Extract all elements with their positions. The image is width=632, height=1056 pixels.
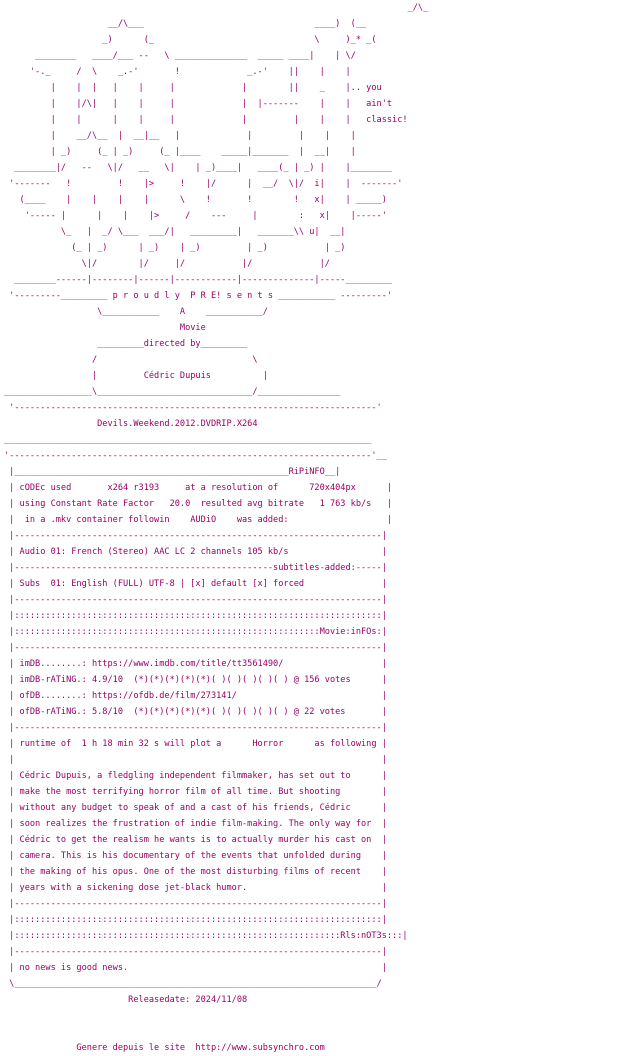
nfo-line: | __/\__ | __|__ | | | | | [4,131,356,141]
nfo-line: |_____________________________________________________RiPiNFO__| [4,467,341,477]
nfo-line: | Audio 01: French (Stereo) AAC LC 2 channels 105 kb/s | [4,547,387,557]
nfo-line: '-._ / \ _.-' ! _.-' || | | [4,67,351,77]
nfo-line: ________ ____/___ -- \ ______________ _____ ____| | \/ [4,51,356,61]
nfo-line: (_ | _) | _) | _) | _) | _) [4,243,346,253]
nfo-line: '---------_________ p r o u d l y P R E! s e n t s ___________ ---------' [4,291,393,301]
nfo-line: _______________________________________________________________________ [4,435,372,445]
nfo-line: _________________\______________________________/________________ [4,387,341,397]
nfo-text-block [4,0,428,1056]
nfo-line: Movie [4,323,206,333]
nfo-line: |-----------------------------------------------------------------------| [4,595,387,605]
nfo-line: | using Constant Rate Factor 20.0 resulted avg bitrate 1 763 kb/s | [4,499,393,509]
nfo-line: | | [4,755,387,765]
nfo-line: | | | | | | | | | classic! [4,115,408,125]
nfo-line: | |/\| | | | | |------- | | ain't [4,99,393,109]
nfo-line: | cODEc used x264 r3193 at a resolution of 720x404px | [4,483,393,493]
nfo-line: / \ [4,355,258,365]
nfo-line: | ofDB-rATiNG.: 5.8/10 (*)(*)(*)(*)(*)( )( )( )( )( ) @ 22 votes | [4,707,387,717]
nfo-line: |-----------------------------------------------------------------------| [4,723,387,733]
nfo-line: | Subs 01: English (FULL) UTF-8 | [x] default [x] forced | [4,579,387,589]
nfo-line: |:::::::::::::::::::::::::::::::::::::::::::::::::::::::::::Movie:inFOs:| [4,627,387,637]
nfo-line: Releasedate: 2024/11/08 [4,995,248,1005]
nfo-line: | make the most terrifying horror film of all time. But shooting | [4,787,387,797]
nfo-line: (____ | | | | \ ! ! ! x| | _____) [4,195,387,205]
nfo-line [4,1008,428,1024]
nfo-line: | in a .mkv container followin AUDiO was added: | [4,515,393,525]
nfo-line: _________directed by_________ [4,339,248,349]
nfo-line: ________------|--------|------|------------|--------------|-----_________ [4,275,393,285]
nfo-line: _) (_ \ )_* _( [4,35,377,45]
nfo-line: | imDB........: https://www.imdb.com/title/tt3561490/ | [4,659,387,669]
nfo-line: Genere depuis le site http://www.subsynchro.com [4,1043,325,1053]
nfo-line: | years with a sickening dose jet-black humor. | [4,883,387,893]
nfo-line: | | | | | | | || _ |.. you [4,83,382,93]
nfo-line: |-----------------------------------------------------------------------| [4,643,387,653]
nfo-line: '------- ! ! |> ! |/ | __/ \|/ i| | -------' [4,179,403,189]
nfo-line: |:::::::::::::::::::::::::::::::::::::::::::::::::::::::::::::::::::::::| [4,915,387,925]
nfo-line: | camera. This is his documentary of the events that unfolded during | [4,851,387,861]
nfo-line: '----- | | | |> / --- | : x| |-----' [4,211,387,221]
nfo-line: __/\___ ____) (__ [4,19,367,29]
nfo-line: '----------------------------------------------------------------------'__ [4,451,387,461]
nfo-line [4,1024,428,1040]
nfo-line: |--------------------------------------------------subtitles-added:-----| [4,563,387,573]
nfo-line: | _) (_ | _) (_ |____ _____|_______ | __| | [4,147,356,157]
nfo-line: |-----------------------------------------------------------------------| [4,947,387,957]
nfo-line: | ofDB........: https://ofdb.de/film/273141/ | [4,691,387,701]
nfo-line: | Cédric Dupuis | [4,371,268,381]
nfo-line: | no news is good news. | [4,963,387,973]
nfo-line: |-----------------------------------------------------------------------| [4,899,387,909]
nfo-line: | soon realizes the frustration of indie film-making. The only way for | [4,819,387,829]
nfo-line: | imDB-rATiNG.: 4.9/10 (*)(*)(*)(*)(*)( )( )( )( )( ) @ 156 votes | [4,675,387,685]
nfo-line: \_ | _/ \___ ___/| _________| _______\\ u| __| [4,227,346,237]
nfo-line: \______________________________________________________________________/ [4,979,382,989]
nfo-line: '----------------------------------------------------------------------' [4,403,382,413]
nfo-line: |:::::::::::::::::::::::::::::::::::::::::::::::::::::::::::::::Rls:nOT3s:::| [4,931,408,941]
nfo-line: | Cédric Dupuis, a fledgling independent filmmaker, has set out to | [4,771,387,781]
nfo-line: | runtime of 1 h 18 min 32 s will plot a Horror as following | [4,739,387,749]
nfo-line: |:::::::::::::::::::::::::::::::::::::::::::::::::::::::::::::::::::::::| [4,611,387,621]
nfo-line: Devils.Weekend.2012.DVDRIP.X264 [4,419,258,429]
nfo-line: | the making of his opus. One of the most disturbing films of recent | [4,867,387,877]
nfo-line: | without any budget to speak of and a cast of his friends, Cédric | [4,803,387,813]
nfo-line: \|/ |/ |/ |/ |/ [4,259,330,269]
nfo-line: _/\_ [4,3,429,13]
nfo-line: |-----------------------------------------------------------------------| [4,531,387,541]
nfo-line: ________|/ -- \|/ __ \| | _)____| ____(_ | _) | |________ [4,163,393,173]
nfo-line: | Cédric to get the realism he wants is to actually murder his cast on | [4,835,387,845]
nfo-line: \___________ A ___________/ [4,307,268,317]
